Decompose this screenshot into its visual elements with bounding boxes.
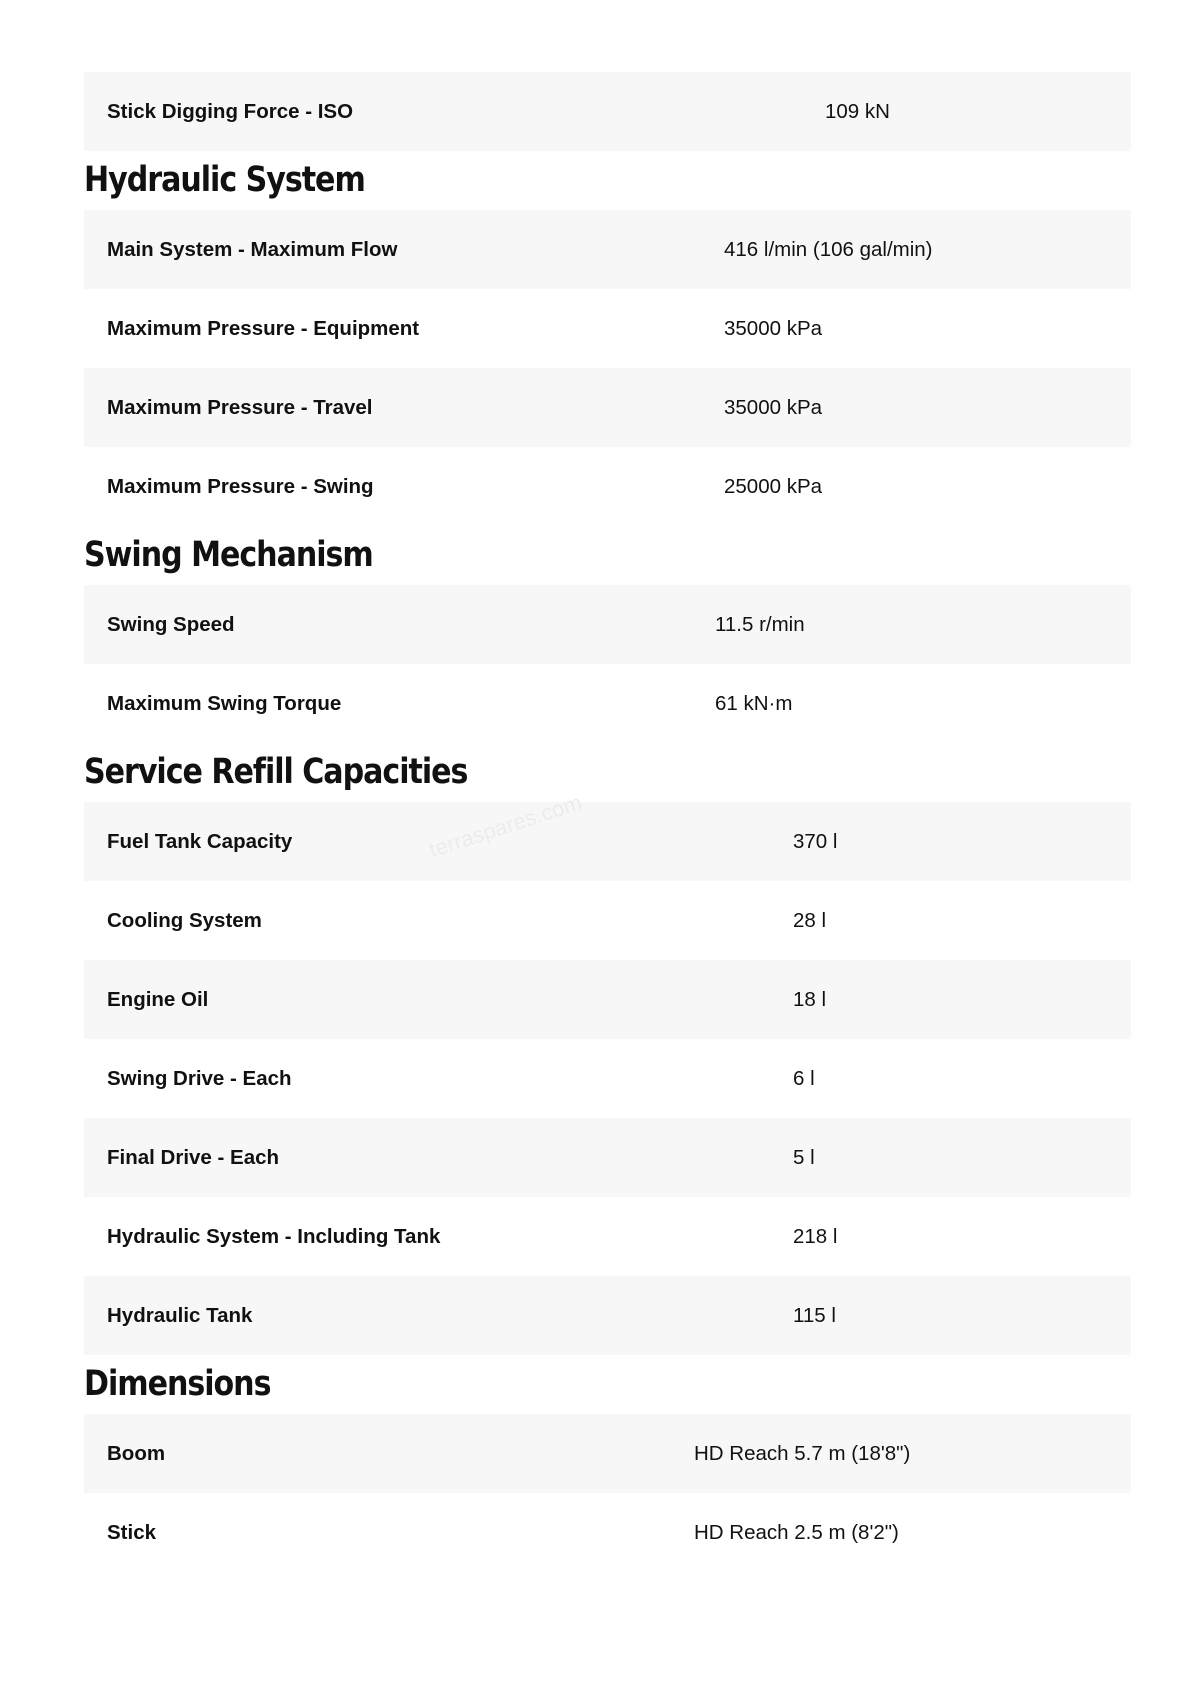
section-title-swing-mechanism: Swing Mechanism	[84, 535, 373, 575]
spec-label: Swing Drive - Each	[107, 1066, 292, 1090]
spec-table-hydraulic	[84, 210, 1131, 526]
spec-label: Boom	[107, 1441, 166, 1465]
spec-value: 35000 kPa	[724, 316, 823, 340]
section-title-dimensions: Dimensions	[84, 1364, 271, 1404]
spec-label: Maximum Pressure - Equipment	[107, 316, 420, 340]
spec-label: Maximum Pressure - Swing	[107, 474, 374, 498]
spec-row	[84, 1039, 1131, 1118]
spec-label: Stick Digging Force - ISO	[107, 99, 354, 123]
spec-value: HD Reach 5.7 m (18'8")	[694, 1441, 911, 1465]
spec-label: Cooling System	[107, 908, 262, 932]
spec-label: Maximum Swing Torque	[107, 691, 342, 715]
spec-row	[84, 585, 1131, 664]
spec-row	[84, 664, 1131, 743]
spec-value: 218 l	[793, 1224, 838, 1248]
spec-value: 370 l	[793, 829, 838, 853]
section-title-hydraulic-system: Hydraulic System	[84, 160, 365, 200]
spec-table-refill	[84, 802, 1131, 1355]
spec-label: Hydraulic System - Including Tank	[107, 1224, 441, 1248]
spec-value: 5 l	[793, 1145, 815, 1169]
spec-label: Swing Speed	[107, 612, 235, 636]
spec-row	[84, 447, 1131, 526]
spec-row	[84, 802, 1131, 881]
spec-row	[84, 881, 1131, 960]
spec-label: Main System - Maximum Flow	[107, 237, 398, 261]
spec-value: 109 kN	[825, 99, 890, 123]
spec-row	[84, 1276, 1131, 1355]
spec-row	[84, 210, 1131, 289]
spec-value: 25000 kPa	[724, 474, 823, 498]
spec-row	[84, 1493, 1131, 1572]
spec-table-swing	[84, 585, 1131, 743]
spec-row	[84, 960, 1131, 1039]
spec-label: Stick	[107, 1520, 156, 1544]
watermark: terraspares.com	[425, 789, 585, 863]
spec-value: 6 l	[793, 1066, 815, 1090]
spec-row	[84, 289, 1131, 368]
spec-label: Fuel Tank Capacity	[107, 829, 293, 853]
spec-label: Engine Oil	[107, 987, 209, 1011]
spec-row	[84, 72, 1131, 151]
spec-label: Final Drive - Each	[107, 1145, 280, 1169]
spec-value: 11.5 r/min	[715, 612, 805, 636]
spec-value: 35000 kPa	[724, 395, 823, 419]
spec-label: Hydraulic Tank	[107, 1303, 253, 1327]
spec-row	[84, 368, 1131, 447]
spec-row	[84, 1197, 1131, 1276]
spec-label: Maximum Pressure - Travel	[107, 395, 373, 419]
spec-value: 61 kN·m	[715, 691, 793, 715]
spec-sheet	[84, 72, 1131, 1572]
spec-row	[84, 1414, 1131, 1493]
spec-value: 28 l	[793, 908, 827, 932]
spec-value: 18 l	[793, 987, 827, 1011]
spec-value: HD Reach 2.5 m (8'2")	[694, 1520, 899, 1544]
spec-row	[84, 1118, 1131, 1197]
spec-value: 115 l	[793, 1303, 836, 1327]
section-title-service-refill-capacities: Service Refill Capacities	[84, 752, 468, 792]
spec-value: 416 l/min (106 gal/min)	[724, 237, 933, 261]
spec-table-dimensions	[84, 1414, 1131, 1572]
